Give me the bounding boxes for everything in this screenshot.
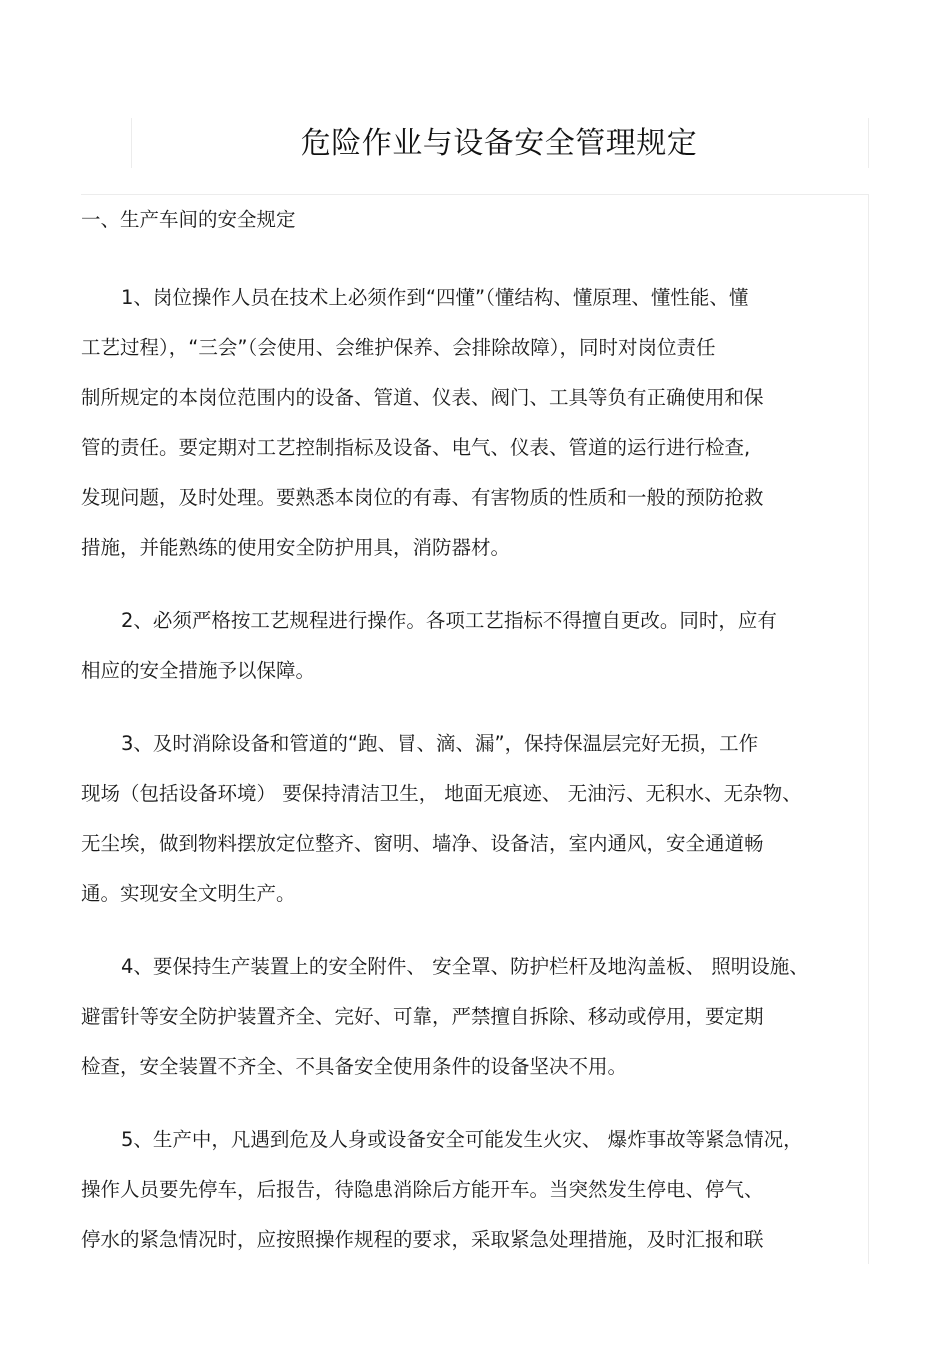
paragraph-line: 工艺过程），“三会”（会使用、会维护保养、会排除故障），同时对岗位责任 bbox=[81, 336, 716, 359]
paragraph-line: 2、必须严格按工艺规程进行操作。各项工艺指标不得擅自更改。同时，应有 bbox=[121, 609, 777, 632]
paragraph-line: 操作人员要先停车，后报告，待隐患消除后方能开车。当突然发生停电、停气、 bbox=[81, 1178, 764, 1201]
paragraph-line: 5、生产中，凡遇到危及人身或设备安全可能发生火灾、 爆炸事故等紧急情况， bbox=[121, 1128, 803, 1151]
paragraph-line: 避雷针等安全防护装置齐全、完好、可靠，严禁擅自拆除、移动或停用，要定期 bbox=[81, 1005, 764, 1028]
paragraph-line: 措施，并能熟练的使用安全防护用具，消防器材。 bbox=[81, 536, 511, 559]
paragraph-1 bbox=[81, 273, 871, 573]
paragraph-3 bbox=[81, 719, 871, 919]
document-title: 危险作业与设备安全管理规定 bbox=[300, 126, 698, 161]
paragraph-line: 无尘埃，做到物料摆放定位整齐、窗明、墙净、设备洁，室内通风，安全通道畅 bbox=[81, 832, 764, 855]
paragraph-line: 相应的安全措施予以保障。 bbox=[81, 659, 316, 682]
paragraph-line: 3、及时消除设备和管道的“跑、冒、滴、漏”，保持保温层完好无损，工作 bbox=[121, 732, 759, 755]
paragraph-line: 检查，安全装置不齐全、不具备安全使用条件的设备坚决不用。 bbox=[81, 1055, 628, 1078]
paragraph-line: 管的责任。要定期对工艺控制指标及设备、电气、仪表、管道的运行进行检查, bbox=[81, 436, 751, 459]
paragraph-line: 停水的紧急情况时，应按照操作规程的要求，采取紧急处理措施，及时汇报和联 bbox=[81, 1228, 764, 1251]
paragraph-4 bbox=[81, 942, 871, 1092]
paragraph-line: 制所规定的本岗位范围内的设备、管道、仪表、阀门、工具等负有正确使用和保 bbox=[81, 386, 764, 409]
title-box-right-rule bbox=[868, 118, 869, 168]
paragraph-2 bbox=[81, 596, 871, 696]
section-heading: 一、生产车间的安全规定 bbox=[81, 208, 296, 231]
paragraph-line: 现场（包括设备环境） 要保持清洁卫生， 地面无痕迹、 无油污、无积水、无杂物、 bbox=[81, 782, 802, 805]
paragraph-5 bbox=[81, 1115, 871, 1265]
section-spacer bbox=[81, 244, 871, 273]
paragraph-line: 发现问题，及时处理。要熟悉本岗位的有毒、有害物质的性质和一般的预防抢救 bbox=[81, 486, 764, 509]
paragraph-line: 4、要保持生产装置上的安全附件、 安全罩、防护栏杆及地沟盖板、 照明设施、 bbox=[121, 955, 809, 978]
title-underline-rule bbox=[81, 194, 869, 195]
document-body bbox=[81, 196, 871, 1288]
paragraph-line: 通。实现安全文明生产。 bbox=[81, 882, 296, 905]
paragraph-line: 1、岗位操作人员在技术上必须作到“四懂”（懂结构、懂原理、懂性能、懂 bbox=[121, 286, 749, 309]
